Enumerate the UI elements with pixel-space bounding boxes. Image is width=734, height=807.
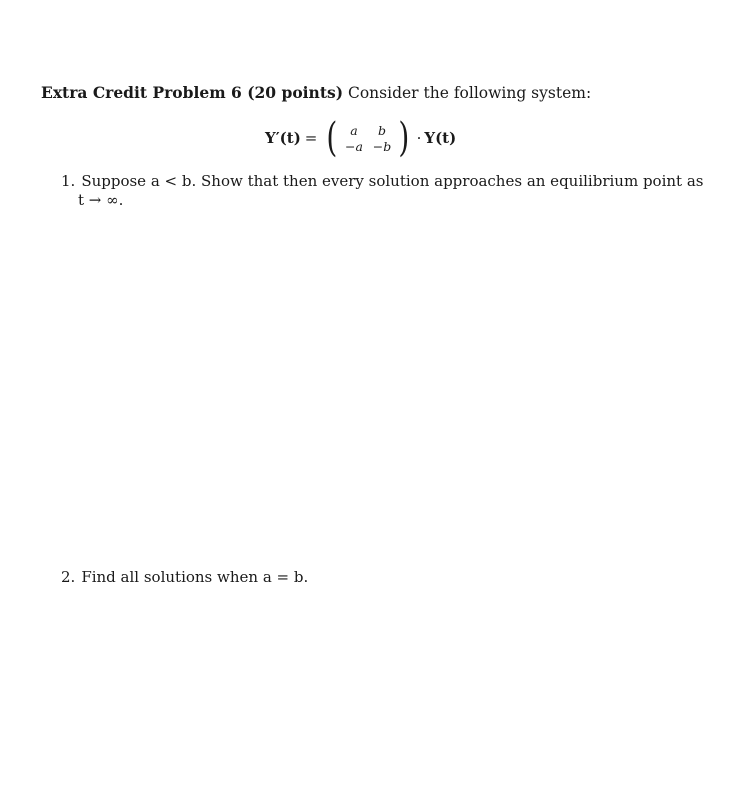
problem-heading xyxy=(41,83,591,102)
right-paren: ) xyxy=(398,115,410,161)
problem-intro: Consider the following system: xyxy=(347,84,592,102)
left-paren: ( xyxy=(326,115,338,161)
system-equation xyxy=(265,116,456,160)
item-1-line-2: t → ∞. xyxy=(78,191,124,209)
equation-lhs: Y′(t) xyxy=(265,129,301,147)
matrix-entry-r2c1: −a xyxy=(345,138,363,154)
multiplication-dot: · xyxy=(416,129,422,147)
problem-title: Extra Credit Problem 6 (20 points) xyxy=(41,83,344,102)
item-1-line-1 xyxy=(61,172,704,190)
item-number: 1. xyxy=(61,172,76,190)
item-text: Suppose a < b. Show that then every solution approaches an equilibrium point as xyxy=(81,172,704,190)
matrix-entry-r1c1: a xyxy=(350,122,358,138)
equation-rhs: Y(t) xyxy=(424,129,457,147)
coefficient-matrix xyxy=(324,115,411,161)
matrix-entry-r1c2: b xyxy=(377,122,386,138)
equals-sign: = xyxy=(304,129,318,147)
matrix-grid xyxy=(340,122,396,154)
list-item xyxy=(61,568,308,586)
list-item xyxy=(61,172,704,209)
matrix-entry-r2c2: −b xyxy=(372,138,392,154)
item-text: Find all solutions when a = b. xyxy=(81,568,309,586)
item-number: 2. xyxy=(61,568,76,586)
